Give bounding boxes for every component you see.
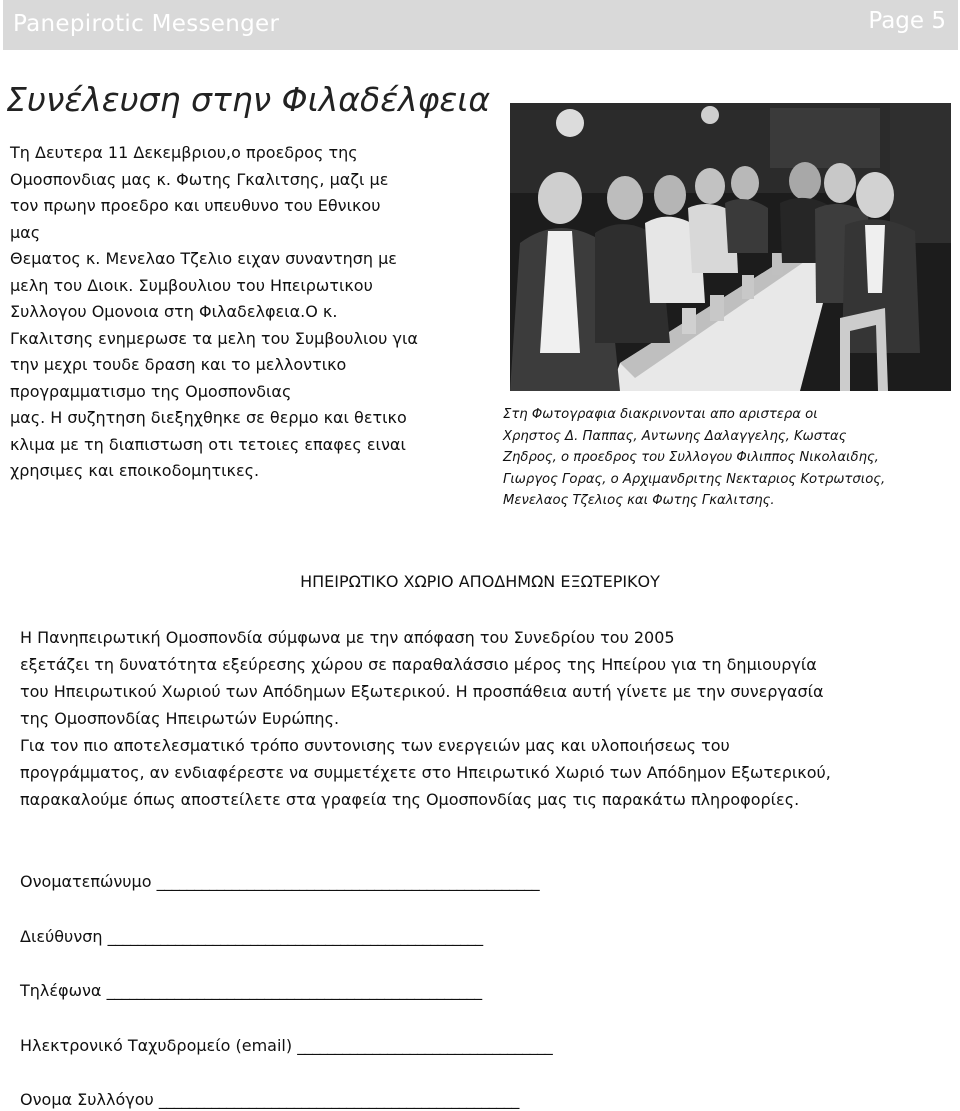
- intro-line: τον πρωην προεδρο και υπευθυνο του Εθνικου: [10, 196, 381, 215]
- group-photo: [510, 103, 951, 391]
- form-row-address[interactable]: [20, 927, 483, 946]
- intro-line: την μεχρι τουδε δραση και το μελλοντικο: [10, 355, 347, 374]
- club-field[interactable]: ________________________________________________: [158, 1090, 519, 1109]
- name-field[interactable]: ___________________________________________________: [156, 872, 540, 891]
- caption-line: Στη Φωτογραφια διακρινονται απο αριστερα οι: [503, 407, 818, 422]
- intro-line: χρησιμες και εποικοδομητικες.: [10, 461, 260, 480]
- email-label: Ηλεκτρονικό Ταχυδρομείο (email): [20, 1036, 293, 1055]
- body-line: παρακαλούμε όπως αποστείλετε στα γραφεία της Ομοσπονδίας μας τις παρακάτω πληροφορίες.: [20, 790, 800, 809]
- article-intro: [10, 140, 470, 485]
- intro-line: κλιμα με τη διαπιστωση οτι τετοιες επαφες ειναι: [10, 434, 406, 454]
- intro-line: Ομοσπονδιας μας κ. Φωτης Γκαλιτσης, μαζι με: [10, 169, 389, 189]
- phone-label: Τηλέφωνα: [20, 981, 102, 1000]
- form-row-name[interactable]: [20, 872, 539, 891]
- page-number: Page 5: [868, 8, 946, 34]
- form-row-club[interactable]: [20, 1090, 519, 1109]
- body-line: Η Πανηπειρωτική Ομοσπονδία σύμφωνα με την απόφαση του Συνεδρίου του 2005: [20, 628, 675, 647]
- address-label: Διεύθυνση: [20, 927, 103, 946]
- photo-caption: [503, 404, 943, 512]
- address-field[interactable]: __________________________________________________: [107, 927, 483, 946]
- body-line: εξετάζει τη δυνατότητα εξεύρεσης χώρου σε παραθαλάσσιο μέρος της Ηπείρου για τη δημιουργία: [20, 655, 817, 674]
- club-label: Ονομα Συλλόγου: [20, 1090, 154, 1109]
- intro-line: Συλλογου Ομονοια στη Φιλαδελφεια.Ο κ.: [10, 302, 338, 321]
- name-label: Ονοματεπώνυμο: [20, 872, 152, 891]
- body-line: του Ηπειρωτικού Χωριού των Απόδημων Εξωτερικού. Η προσπάθεια αυτή γίνετε με την συνεργασία: [20, 682, 824, 701]
- form-row-phone[interactable]: [20, 981, 482, 1000]
- body-line: της Ομοσπονδίας Ηπειρωτών Ευρώπης.: [20, 709, 340, 728]
- section-body: [20, 624, 955, 813]
- intro-line: Τη Δευτερα 11 Δεκεμβριου,ο προεδρος της: [10, 143, 358, 162]
- header-bar: [3, 0, 958, 50]
- body-line: Για τον πιο αποτελεσματικό τρόπο συντονισης των ενεργειών μας και υλοποιήσεως του: [20, 736, 730, 755]
- section-heading: ΗΠΕΙΡΩΤΙΚΟ ΧΩΡΙΟ ΑΠΟΔΗΜΩΝ ΕΞΩΤΕΡΙΚΟΥ: [300, 572, 660, 591]
- article-headline: Συνέλευση στην Φιλαδέλφεια: [6, 80, 491, 119]
- intro-line: προγραμματισμο της Ομοσπονδιας: [10, 381, 292, 401]
- newsletter-title: Panepirotic Messenger: [13, 11, 280, 37]
- email-field[interactable]: __________________________________: [297, 1036, 553, 1055]
- intro-line: μας: [10, 222, 41, 242]
- caption-line: Γιωργος Γορας, ο Αρχιμανδριτης Νεκταριος Κοτρωτσιος,: [503, 471, 886, 487]
- phone-field[interactable]: __________________________________________________: [106, 981, 482, 1000]
- form-row-email[interactable]: [20, 1036, 552, 1055]
- intro-line: Θεματος κ. Μενελαο Τζελιο ειχαν συναντηση με: [10, 249, 397, 268]
- body-line: προγράμματος, αν ενδιαφέρεστε να συμμετέχετε στο Ηπειρωτικό Χωριό των Απόδημον Εξωτερικού,: [20, 763, 831, 782]
- intro-line: μελη του Διοικ. Συμβουλιου του Ηπειρωτικου: [10, 275, 373, 295]
- intro-line: Γκαλιτσης ενημερωσε τα μελη του Συμβουλιου για: [10, 328, 418, 348]
- caption-line: Μενελαος Τζελιος και Φωτης Γκαλιτσης.: [503, 493, 775, 508]
- caption-line: Ζηδρος, ο προεδρος του Συλλογου Φιλιππος Νικολαιδης,: [503, 450, 879, 465]
- intro-line: μας. Η συζητηση διεξηχθηκε σε θερμο και θετικο: [10, 408, 407, 427]
- caption-line: Χρηστος Δ. Παππας, Αντωνης Δαλαγγελης, Κωστας: [503, 428, 847, 444]
